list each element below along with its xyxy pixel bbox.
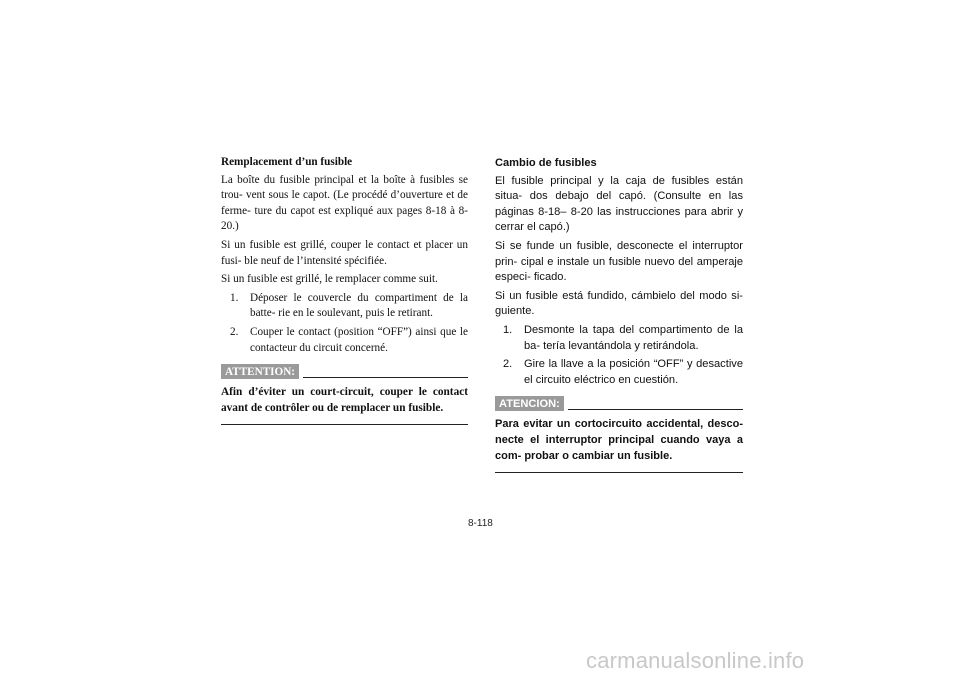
page-number: 8-118 — [468, 518, 493, 529]
step-text: Gire la llave a la posición “OFF” y desactive el circuito eléctrico en cuestión. — [524, 358, 743, 386]
spanish-paragraph-2: Si se funde un fusible, desconecte el interruptor prin- cipal e instale un fusible nuevo del amperaje especi- ficado. — [495, 239, 743, 284]
french-paragraph-3: Si un fusible est grillé, le remplacer comme suit. — [221, 273, 438, 286]
step-text: Déposer le couvercle du compartiment de la batte- rie en le soulevant, puis le retirant. — [250, 291, 468, 320]
warning-rule — [303, 377, 468, 378]
french-step-1 — [221, 291, 468, 322]
warning-text: Para evitar un cortocircuito accidental, desco- necte el interruptor principal cuando vaya a com- probar o cambiar un fusible. — [495, 417, 743, 473]
spanish-warning — [495, 396, 743, 473]
warning-label: ATENCION: — [495, 396, 564, 411]
french-step-2 — [221, 325, 468, 356]
warning-label: ATTENTION: — [221, 364, 299, 379]
french-paragraph-2: Si un fusible est grillé, couper le contact et placer un fusi- ble neuf de l’intensité spécifiée. — [221, 238, 468, 267]
step-number: 2. — [230, 325, 239, 338]
spanish-heading: Cambio de fusibles — [495, 157, 597, 169]
french-paragraph-1: La boîte du fusible principal et la boîte à fusibles se trou- vent sous le capot. (Le procédé d’ouverture et de ferme- ture du capot est expliqué aux pages 8-18 à 8-20.) — [221, 173, 468, 233]
step-text: Couper le contact (position “OFF”) ainsi que le contacteur du circuit concerné. — [250, 325, 468, 354]
step-number: 1. — [503, 323, 513, 336]
spanish-steps — [495, 323, 743, 388]
spanish-step-2 — [495, 357, 743, 388]
spanish-paragraph-3: Si un fusible está fundido, cámbielo del modo si- guiente. — [495, 289, 743, 318]
warning-header — [495, 396, 743, 411]
spanish-step-1 — [495, 323, 743, 354]
spanish-column — [495, 156, 743, 473]
watermark-text: carmanualsonline.info — [586, 648, 805, 673]
warning-header — [221, 364, 468, 379]
warning-text: Afin d’éviter un court-circuit, couper le contact avant de contrôler ou de remplacer un fusible. — [221, 385, 468, 425]
step-number: 2. — [503, 358, 513, 371]
step-text: Desmonte la tapa del compartimento de la ba- tería levantándola y retirándola. — [524, 323, 743, 352]
french-heading: Remplacement d’un fusible — [221, 156, 353, 168]
warning-rule — [568, 409, 743, 410]
step-number: 1. — [230, 291, 239, 304]
french-column — [221, 155, 468, 425]
french-warning — [221, 364, 468, 425]
spanish-paragraph-1: El fusible principal y la caja de fusibles están situa- dos debajo del capó. (Consulte en las páginas 8-18– 8-20 las instrucciones para abrir y cerrar el capó.) — [495, 174, 743, 234]
french-steps — [221, 291, 468, 356]
